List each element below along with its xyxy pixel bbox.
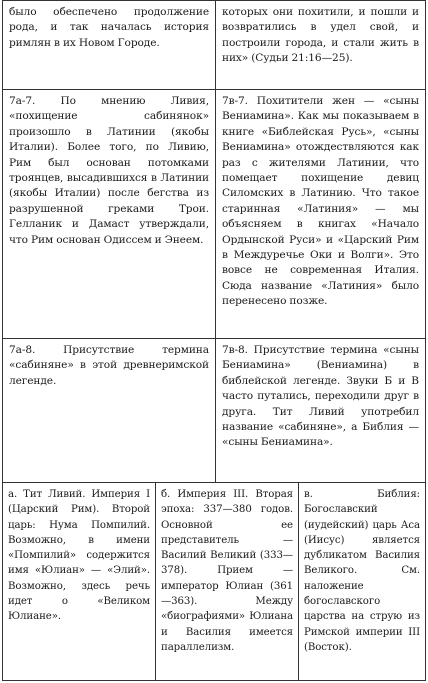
cell-text: а. Тит Ливий. Империя I (Царский Рим). Второй царь: Нума Помпилий. Возможно, в имени «Помпилий» содержится имя «Юлиан» — «Элий». Возможно, здесь речь идет о «Великом Юлиане».: [8, 489, 150, 623]
cell-text: которых они похитили, и пошли и возвратились в удел свой, и построили города, и стали жить в них» (Судьи 21:16—25).: [222, 6, 419, 65]
cell-text: 7а-8. Присутствие термина «сабиняне» в этой древнеримской легенде.: [9, 344, 209, 387]
cell-left: [3, 90, 215, 338]
cell-left: [3, 339, 215, 482]
table-row: [3, 1, 425, 90]
cell-a: [3, 483, 155, 680]
cell-right: [215, 339, 425, 482]
cell-c: [298, 483, 425, 680]
cell-right: [215, 90, 425, 338]
cell-left: [3, 1, 215, 89]
cell-text: было обеспечено продолжение рода, и так началась история римлян в их Новом Городе.: [9, 6, 209, 49]
cell-text: в. Библия: Богославский (иудейский) царь Аса (Иисус) является дубликатом Василия Великого. См. наложение богославского царства на струю из Римской империи III (Восток).: [304, 489, 420, 653]
table-row: [3, 339, 425, 483]
cell-text: 7в-7. Похитители жен — «сыны Вениамина». Как мы показываем в книге «Библейская Русь», «сыны Вениамина» отождествляются как раз с жителями Латинии, что помещает похищение девиц Силомских в Латинию. Что такое старинная «Латиния» — мы объясняем в книгах «Начало Ордынской Руси» и «Царский Рим в Междуречье Оки и Волги». Это вовсе не современная Италия. Сюда название «Латиния» было перенесено позже.: [222, 95, 419, 308]
cell-text: б. Империя III. Вторая эпоха: 337—380 годов. Основной ее представитель — Василий Великий (333—378). Прием — император Юлиан (361—363). Между «биографиями» Юлиана и Василия имеется параллелизм.: [161, 489, 293, 653]
table-row: [3, 483, 425, 680]
cell-text: 7а-7. По мнению Ливия, «похищение сабинянок» произошло в Латинии (якобы Италии). Более того, по Ливию, Рим был основан потомками троянцев, высадившихся в Латинии (якобы Италии) после бегства из разрушенной греками Трои. Гелланик и Дамаст утверждали, что Рим основан Одиссем и Энеем.: [9, 95, 209, 246]
cell-b: [155, 483, 298, 680]
comparison-table: [2, 0, 426, 681]
table-row: [3, 90, 425, 339]
cell-text: 7в-8. Присутствие термина «сыны Бениамина» (Вениамина) в библейской легенде. Звуки Б и В часто путались, переходили друг в друга. Тит Ливий употребил название «сабиняне», а Библия — «сыны Бениамина».: [222, 344, 419, 449]
cell-right: [215, 1, 425, 89]
